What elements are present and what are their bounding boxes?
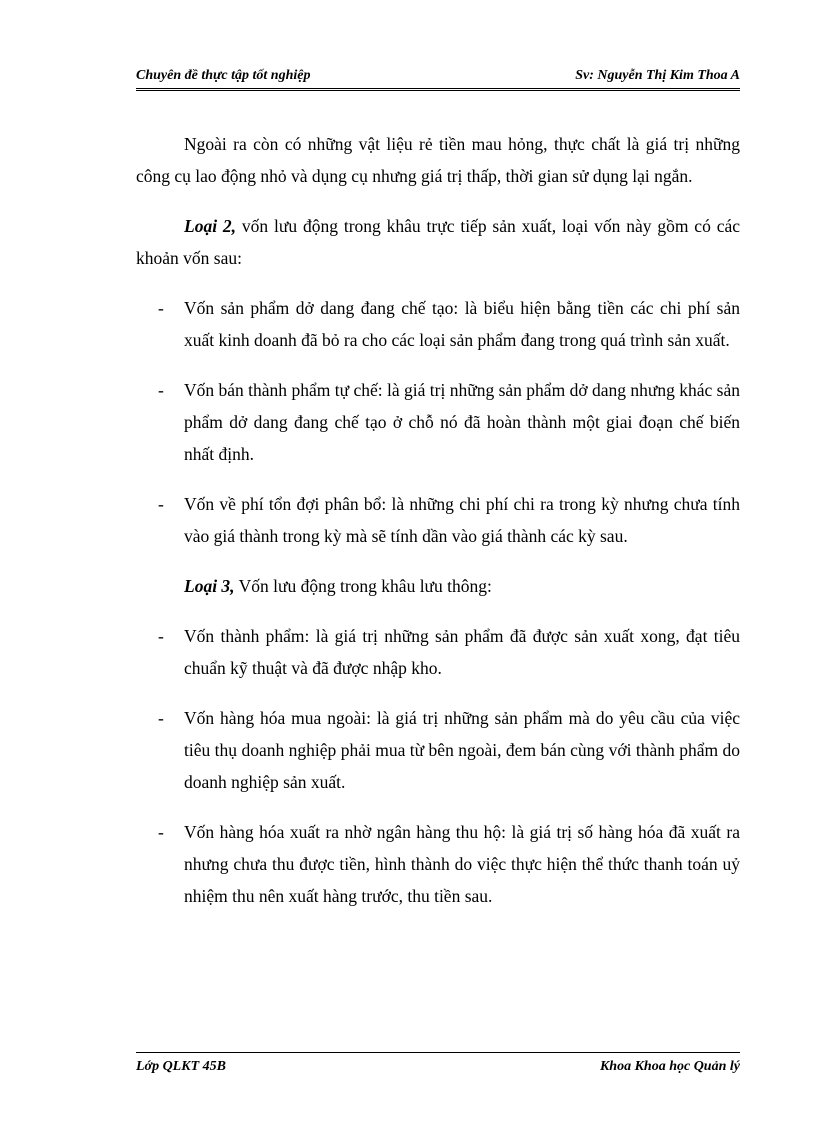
footer-class: Lớp QLKT 45B <box>136 1059 226 1074</box>
paragraph-type-2 <box>136 210 740 274</box>
list-item-text: Vốn về phí tổn đợi phân bổ: là những chi phí chi ra trong kỳ nhưng chưa tính vào giá thành trong kỳ mà sẽ tính dần vào giá thành các kỳ sau. <box>184 494 740 546</box>
list-dash: - <box>158 708 164 728</box>
type-2-label: Loại 2, <box>184 216 237 236</box>
list-item-text: Vốn thành phẩm: là giá trị những sản phẩm đã được sản xuất xong, đạt tiêu chuẩn kỹ thuật và đã được nhập kho. <box>184 626 740 678</box>
list-item <box>136 488 740 552</box>
type-3-text: Vốn lưu động trong khâu lưu thông: <box>234 576 492 596</box>
list-item <box>136 374 740 470</box>
list-dash: - <box>158 626 164 646</box>
type-3-label: Loại 3, <box>184 576 235 596</box>
list-item-text: Vốn hàng hóa mua ngoài: là giá trị những sản phẩm mà do yêu cầu của việc tiêu thụ doanh nghiệp phải mua từ bên ngoài, đem bán cùng với thành phẩm do doanh nghiệp sản xuất. <box>184 708 740 792</box>
list-dash: - <box>158 494 164 514</box>
list-item <box>136 702 740 798</box>
page-header <box>136 64 740 91</box>
list-item <box>136 816 740 912</box>
document-body <box>136 128 740 930</box>
footer-faculty: Khoa Khoa học Quản lý <box>599 1059 740 1074</box>
list-dash: - <box>158 822 164 842</box>
header-author: Sv: Nguyễn Thị Kim Thoa A <box>575 68 740 83</box>
list-item-text: Vốn hàng hóa xuất ra nhờ ngân hàng thu hộ: là giá trị số hàng hóa đã xuất ra nhưng chưa thu được tiền, hình thành do việc thực hiện thể thức thanh toán uỷ nhiệm thu nên xuất hàng trước, thu tiền sau. <box>184 822 740 906</box>
list-item <box>136 292 740 356</box>
list-dash: - <box>158 380 164 400</box>
page-footer <box>136 1052 740 1074</box>
type-2-text: vốn lưu động trong khâu trực tiếp sản xuất, loại vốn này gồm có các khoản vốn sau: <box>136 216 740 268</box>
paragraph-intro: Ngoài ra còn có những vật liệu rẻ tiền mau hỏng, thực chất là giá trị những công cụ lao động nhỏ và dụng cụ nhưng giá trị thấp, thời gian sử dụng lại ngắn. <box>136 134 740 186</box>
list-item-text: Vốn bán thành phẩm tự chế: là giá trị những sản phẩm dở dang nhưng khác sản phẩm dở dang đang chế tạo ở chỗ nó đã hoàn thành một giai đoạn chế biến nhất định. <box>184 380 740 464</box>
list-dash: - <box>158 298 164 318</box>
list-item <box>136 620 740 684</box>
list-item-text: Vốn sản phẩm dở dang đang chế tạo: là biểu hiện bằng tiền các chi phí sản xuất kinh doanh đã bỏ ra cho các loại sản phẩm đang trong quá trình sản xuất. <box>184 298 740 350</box>
paragraph-type-3 <box>136 570 740 602</box>
header-title: Chuyên đề thực tập tốt nghiệp <box>136 68 311 83</box>
